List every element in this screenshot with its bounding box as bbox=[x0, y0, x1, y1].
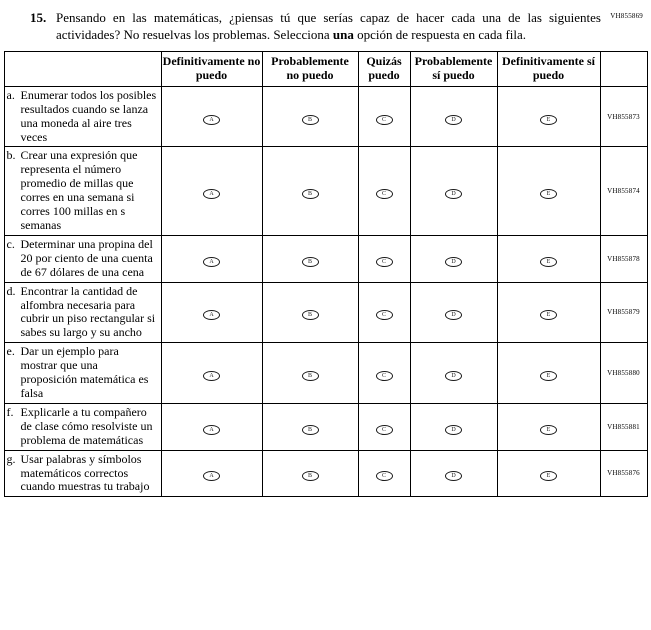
response-bubble[interactable]: E bbox=[540, 371, 557, 381]
row-text: Usar palabras y símbolos matemáticos correctos cuando muestras tu trabajo bbox=[20, 451, 150, 494]
column-header-probablemente-no: Probablemente no puedo bbox=[262, 52, 358, 87]
response-bubble[interactable]: B bbox=[302, 425, 319, 435]
response-bubble[interactable]: C bbox=[376, 310, 393, 320]
row-label-b bbox=[4, 147, 161, 235]
response-bubble[interactable]: B bbox=[302, 310, 319, 320]
response-bubble[interactable]: C bbox=[376, 371, 393, 381]
response-bubble[interactable]: C bbox=[376, 471, 393, 481]
response-bubble[interactable]: A bbox=[203, 257, 220, 267]
response-bubble[interactable]: A bbox=[203, 425, 220, 435]
response-bubble[interactable]: D bbox=[445, 189, 462, 199]
response-bubble[interactable]: B bbox=[302, 189, 319, 199]
question-text-before: Pensando en las matemáticas, ¿piensas tú que serías capaz de hacer cada una de las siguientes actividades? No resuelvas los problemas. Selecciona bbox=[56, 10, 601, 42]
table-row bbox=[4, 235, 647, 282]
row-label-g bbox=[4, 450, 161, 497]
table-row bbox=[4, 343, 647, 404]
row-letter: f. bbox=[6, 404, 14, 419]
response-bubble[interactable]: B bbox=[302, 471, 319, 481]
question-text-after: opción de respuesta en cada fila. bbox=[353, 26, 527, 42]
row-code: VH855878 bbox=[600, 235, 647, 282]
column-header-quizas: Quizás puedo bbox=[358, 52, 410, 87]
response-bubble[interactable]: A bbox=[203, 189, 220, 199]
response-bubble[interactable]: C bbox=[376, 115, 393, 125]
response-bubble[interactable]: A bbox=[203, 115, 220, 125]
row-text: Enumerar todos los posibles resultados cuando se lanza una moneda al aire tres veces bbox=[20, 87, 157, 144]
row-letter: b. bbox=[6, 148, 16, 163]
row-code: VH855874 bbox=[600, 147, 647, 235]
row-letter: a. bbox=[6, 87, 15, 102]
column-header-definitivamente-si: Definitivamente sí puedo bbox=[497, 52, 600, 87]
row-label-a bbox=[4, 86, 161, 147]
response-bubble[interactable]: D bbox=[445, 257, 462, 267]
row-code: VH855873 bbox=[600, 86, 647, 147]
row-label-d bbox=[4, 282, 161, 343]
response-bubble[interactable]: A bbox=[203, 371, 220, 381]
response-bubble[interactable]: E bbox=[540, 115, 557, 125]
row-text: Determinar una propina del 20 por ciento de una cuenta de 67 dólares de una cena bbox=[20, 236, 153, 279]
question-block bbox=[30, 10, 601, 43]
row-code: VH855879 bbox=[600, 282, 647, 343]
response-bubble[interactable]: D bbox=[445, 115, 462, 125]
table-row bbox=[4, 403, 647, 450]
row-code: VH855876 bbox=[600, 450, 647, 497]
response-bubble[interactable]: A bbox=[203, 310, 220, 320]
header-code-cell bbox=[600, 52, 647, 87]
question-text bbox=[56, 10, 601, 43]
response-bubble[interactable]: B bbox=[302, 115, 319, 125]
row-label-c bbox=[4, 235, 161, 282]
response-bubble[interactable]: D bbox=[445, 371, 462, 381]
header-row bbox=[4, 52, 647, 87]
response-bubble[interactable]: E bbox=[540, 310, 557, 320]
row-text: Dar un ejemplo para mostrar que una proposición matemática es falsa bbox=[20, 344, 149, 400]
response-bubble[interactable]: E bbox=[540, 471, 557, 481]
response-bubble[interactable]: D bbox=[445, 310, 462, 320]
response-bubble[interactable]: D bbox=[445, 471, 462, 481]
row-letter: g. bbox=[6, 451, 16, 466]
row-letter: e. bbox=[6, 344, 15, 359]
response-bubble[interactable]: C bbox=[376, 189, 393, 199]
response-bubble[interactable]: C bbox=[376, 425, 393, 435]
table-row bbox=[4, 282, 647, 343]
header-empty-cell bbox=[4, 52, 161, 87]
question-number: 15. bbox=[30, 10, 47, 25]
response-bubble[interactable]: B bbox=[302, 371, 319, 381]
column-header-probablemente-si: Probablemente sí puedo bbox=[410, 52, 497, 87]
question-text-bold: una bbox=[332, 26, 354, 42]
row-label-e bbox=[4, 343, 161, 404]
response-bubble[interactable]: E bbox=[540, 189, 557, 199]
row-code: VH855881 bbox=[600, 403, 647, 450]
row-code: VH855880 bbox=[600, 343, 647, 404]
column-header-definitivamente-no: Definitivamente no puedo bbox=[161, 52, 262, 87]
row-letter: c. bbox=[6, 236, 15, 251]
row-label-f bbox=[4, 403, 161, 450]
row-text: Encontrar la cantidad de alfombra necesaria para cubrir un piso rectangular si sabes su largo y su ancho bbox=[20, 283, 156, 340]
table-row bbox=[4, 450, 647, 497]
response-bubble[interactable]: A bbox=[203, 471, 220, 481]
response-table bbox=[4, 51, 648, 497]
row-text: Explicarle a tu compañero de clase cómo resolviste un problema de matemáticas bbox=[20, 404, 153, 447]
table-row bbox=[4, 147, 647, 235]
table-row bbox=[4, 86, 647, 147]
row-text: Crear una expresión que representa el número promedio de millas que corres en una semana si corres 100 millas en s semanas bbox=[20, 148, 138, 232]
response-bubble[interactable]: D bbox=[445, 425, 462, 435]
response-bubble[interactable]: E bbox=[540, 257, 557, 267]
page-code: VH855869 bbox=[610, 12, 643, 20]
response-bubble[interactable]: C bbox=[376, 257, 393, 267]
response-bubble[interactable]: B bbox=[302, 257, 319, 267]
row-letter: d. bbox=[6, 283, 16, 298]
response-bubble[interactable]: E bbox=[540, 425, 557, 435]
